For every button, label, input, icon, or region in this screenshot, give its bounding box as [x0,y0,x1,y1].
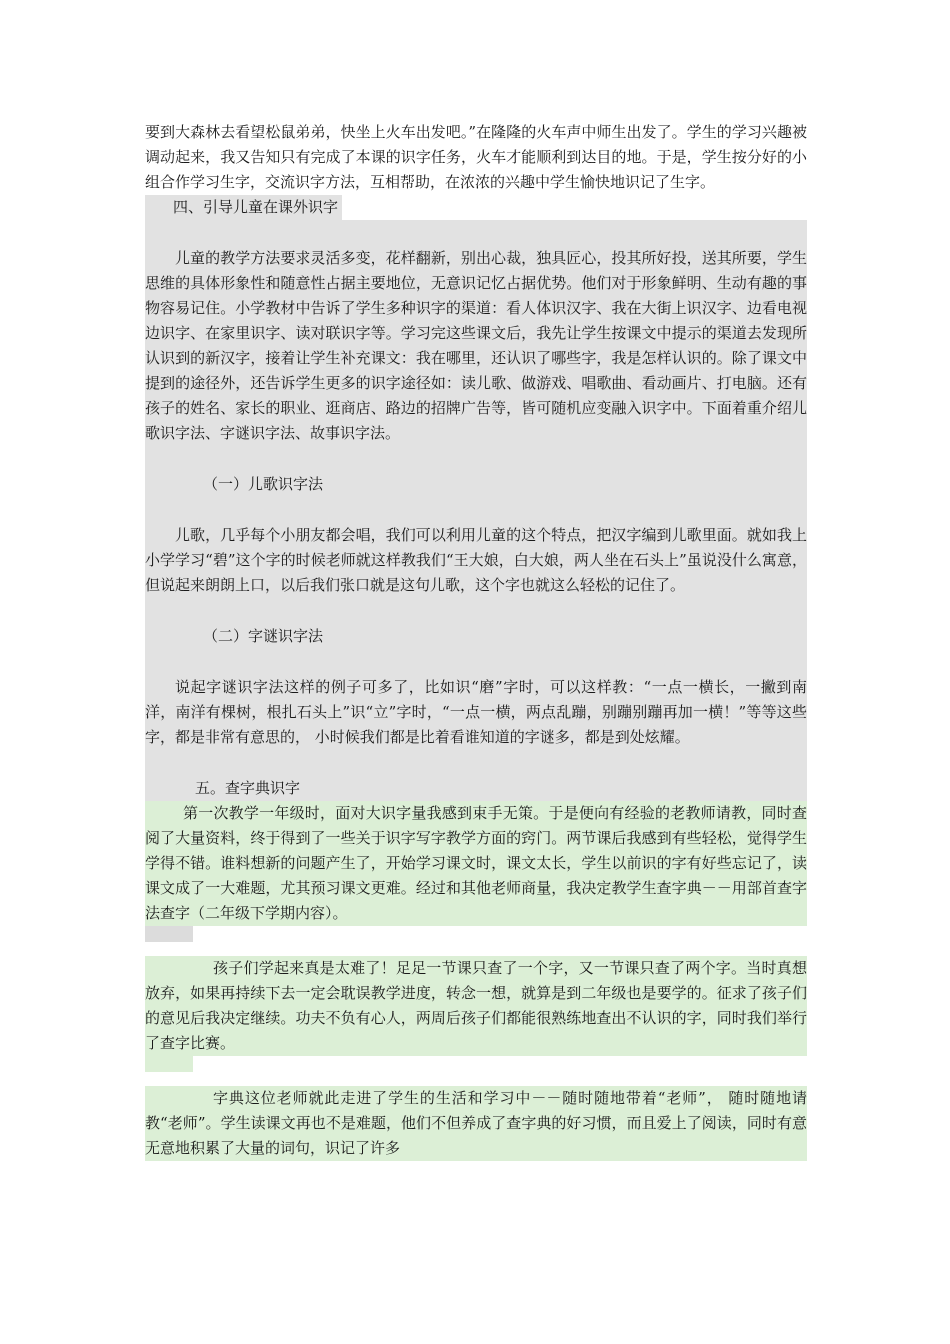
blank-line-marker [145,1056,193,1072]
highlighted-gray-region [145,220,807,926]
kids-paragraph: 孩子们学起来真是太难了！足足一节课只查了一个字，又一节课只查了两个字。当时真想放弃，如果再持续下去一定会耽误教学进度，转念一想，就算是到二年级也是要学的。征求了孩子们的意见后我决定继续。功夫不负有心人，两周后孩子们都能很熟练地查出不认识的字，同时我们举行了查字比赛。 [145,956,807,1056]
sub2-body: 说起字谜识字法这样的例子可多了，比如识“磨”字时，可以这样教：“一点一横长，一撇到南洋，南洋有棵树，根扎石头上”识“立”字时，“一点一横，两点乱蹦，别蹦别蹦再加一横！”等等这些字，都是非常有意思的， 小时候我们都是比着看谁知道的字谜多，都是到处炫耀。 [145,678,807,746]
sub1-title: （一）儿歌识字法 [203,475,324,493]
dictionary-paragraph: 字典这位老师就此走进了学生的生活和学习中－－随时随地带着“老师”， 随时随地请教“老师”。学生读课文再也不是难题，他们不但养成了查字典的好习惯，而且爱上了阅读，同时有意无意地积累了大量的词句，识记了许多 [145,1086,807,1161]
blank-line-marker [145,926,193,942]
sub1-body: 儿歌，几乎每个小朋友都会唱，我们可以利用儿童的这个特点，把汉字编到儿歌里面。就如我上小学学习“碧”这个字的时候老师就这样教我们“王大娘，白大娘，两人坐在石头上”虽说没什么寓意，但说起来朗朗上口，以后我们张口就是这句儿歌，这个字也就这么轻松的记住了。 [145,526,807,594]
sub2-title: （二）字谜识字法 [203,627,324,645]
section4-title: 四、引导儿童在课外识字 [145,195,342,220]
section5-title: 五。查字典识字 [195,779,301,797]
section4-body: 儿童的教学方法要求灵活多变，花样翻新，别出心裁，独具匠心，投其所好投，送其所要，学生思维的具体形象性和随意性占据主要地位，无意识记忆占据优势。他们对于形象鲜明、生动有趣的事物容易记住。小学教材中告诉了学生多种识字的渠道：看人体识汉字、我在大街上识汉字、边看电视边识字、在家里识字、读对联识字等。学习完这些课文后，我先让学生按课文中提示的渠道去发现所认识到的新汉字，接着让学生补充课文：我在哪里，还认识了哪些字，我是怎样认识的。除了课文中提到的途径外，还告诉学生更多的识字途径如：读儿歌、做游戏、唱歌曲、看动画片、打电脑。还有孩子的姓名、家长的职业、逛商店、路边的招牌广告等，皆可随机应变融入识字中。下面着重介绍儿歌识字法、字谜识字法、故事识字法。 [145,249,807,442]
document-page [145,120,807,1161]
section4-heading-row [145,195,807,220]
section5-body: 第一次教学一年级时，面对大识字量我感到束手无策。于是便向有经验的老教师请教，同时查阅了大量资料，终于得到了一些关于识字写字教学方面的窍门。两节课后我感到有些轻松，觉得学生学得不错。谁料想新的问题产生了，开始学习课文时，课文太长，学生以前识的字有好些忘记了，读课文成了一大难题，尤其预习课文更难。经过和其他老师商量，我决定教学生查字典－－用部首查字法查字（二年级下学期内容）。 [145,801,807,926]
intro-paragraph: 要到大森林去看望松鼠弟弟，快坐上火车出发吧。”在隆隆的火车声中师生出发了。学生的学习兴趣被调动起来，我又告知只有完成了本课的识字任务，火车才能顺利到达目的地。于是，学生按分好的小组合作学习生字，交流识字方法，互相帮助，在浓浓的兴趣中学生愉快地识记了生字。 [145,123,807,191]
